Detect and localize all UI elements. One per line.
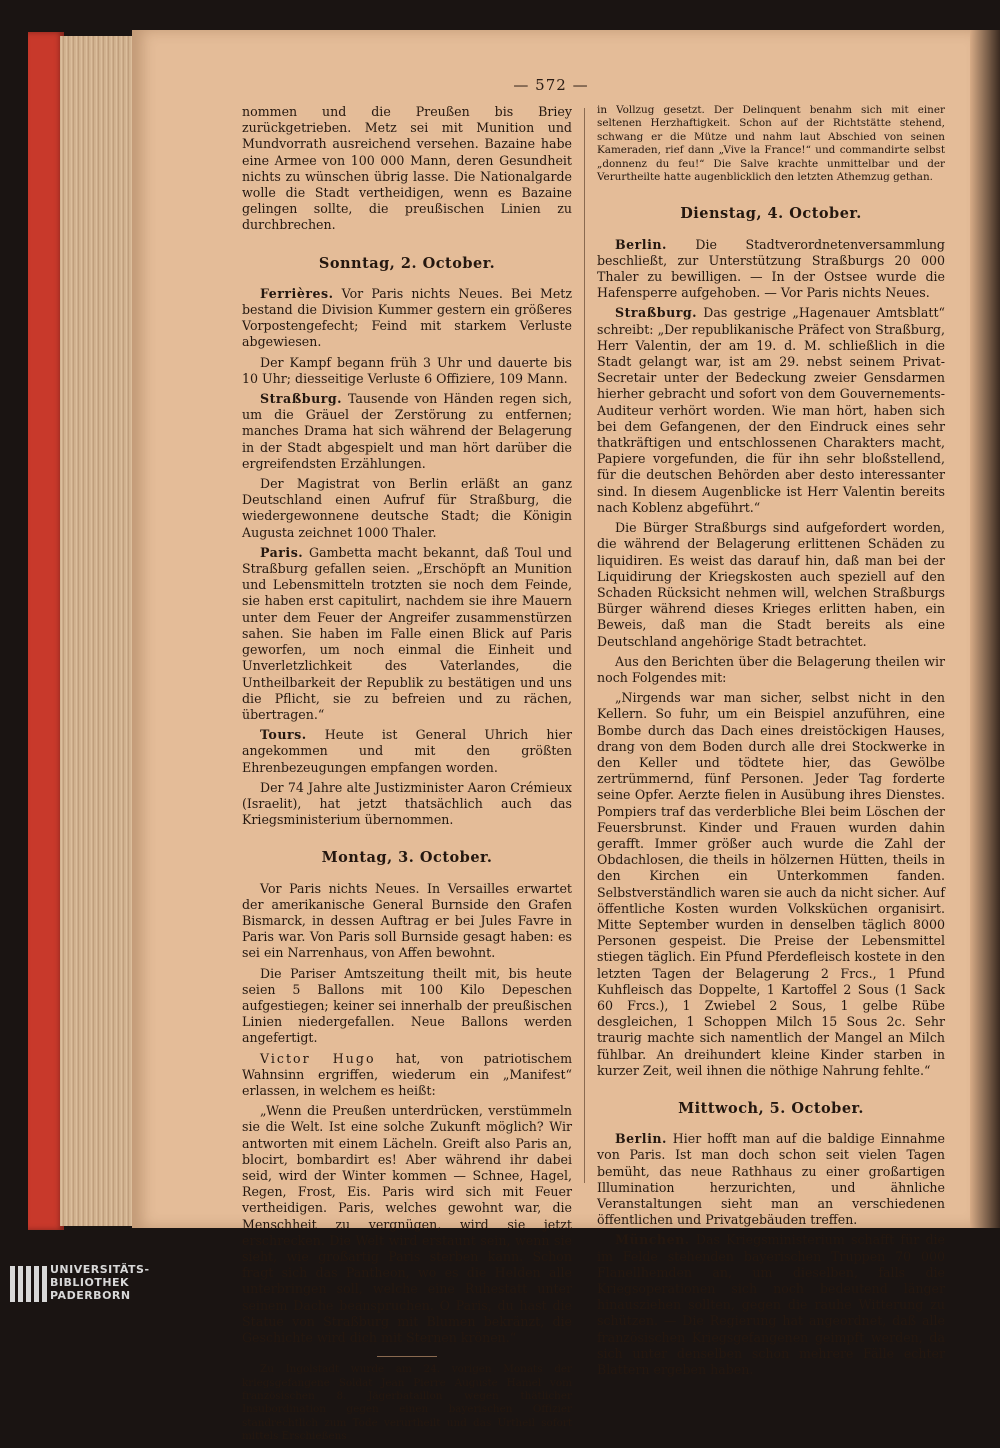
entry-text: Das gestrige „Hagenauer Amtsblatt“ schreibt: „Der republikanische Präfect von Straßburg, Herr Valentin, der am 19. d. M. schließlich in die Stadt gelangt war, ist am 29. nebst seinem Privat-Secretair unter der Bedeckung zweier Gensdarmen hierher gebracht und sofort von dem Gouvernements-Auditeur verhört worden. Wie man hört, haben sich bei dem Gefangenen, der den Eindruck eines sehr thatkräftigen und entschlossenen Charakters macht, Papiere vorgefunden, die für ihn sehr bloßstellend, für die deutschen Behörden aber desto interessanter sind. In diesem Augenblicke ist Herr Valentin bereits nach Koblenz abgeführt.“ [597,305,945,515]
place-name: Tours. [260,727,307,743]
book-gutter [970,30,1000,1228]
entry-text: Gambetta macht bekannt, daß Toul und Straßburg gefallen seien. „Erschöpft an Munition und Lebensmitteln trotzten sie noch dem Feinde, sie haben erst capitulirt, nachdem sie ihre Mauern unter dem Feuer der Angreifer zusammenstürzen sahen. Sie haben im Falle einen Blick auf Paris geworfen, um noch einmal die Einheit und Unverletzlichkeit des Vaterlandes, die Untheilbarkeit der Republik zu bestätigen und uns die Pflicht, sie zu befreien und zu rächen, übertragen.“ [242,544,572,722]
intro-paragraph: nommen und die Preußen bis Briey zurückgetrieben. Metz sei mit Munition und Mundvorrath ausreichend versehen. Bazaine habe eine Armee von 100 000 Mann, deren Gesundheit nichts zu wünschen übrig lasse. Die Nationalgarde wolle die Stadt vertheidigen, wenn es Bazaine gelingen sollte, die preußischen Linien zu durchbrechen. [242,104,572,233]
paragraph: Aus den Berichten über die Belagerung theilen wir noch Folgendes mit: [597,653,945,685]
entry-text: Heute ist General Uhrich hier angekommen und mit den größten Ehrenbezeugungen empfangen worden. [242,727,572,775]
entry-text: Tausende von Händen regen sich, um die Gräuel der Zerstörung zu entfernen; manches Drama hat sich während der Belagerung in der Stadt abgespielt und man hört darüber die ergreifendsten Erzählungen. [242,391,572,471]
footnote-divider [377,1356,437,1357]
book-binding-edge [28,32,64,1230]
day-heading-montag: Montag, 3. October. [321,849,493,867]
quote-paragraph: „Nirgends war man sicher, selbst nicht in den Kellern. So fuhr, um ein Beispiel anzuführen, eine Bombe durch das Dach eines dreistöckigen Hauses, drang von dem Boden durch alle drei Stockwerke in den Keller und tödtete hier, das Gewölbe zertrümmernd, fünf Personen. Jeder Tag forderte seine Opfer. Aerzte fielen in Ausübung ihres Dienstes. Pompiers traf das verderbliche Blei beim Löschen der Feuersbrunst. Kinder und Frauen wurden dahin gerafft. Immer größer auch wurde die Zahl der Obdachlosen, die theils in hölzernen Hütten, theils in den Kirchen ein Unterkommen fanden. Selbstverständlich waren sie auch da nicht sicher. Auf öffentliche Kosten wurden Volksküchen organisirt. Mitte September wurden in denselben täglich 8000 Personen gespeist. Die Preise der Lebensmittel stiegen täglich. Ein Pfund Pferdefleisch kostete in den letzten Tagen der Belagerung 2 Frcs., 1 Pfund Kuhfleisch das Doppelte, 1 Kartoffel 2 Sous (1 Sack 60 Frcs.), 1 Zwiebel 2 Sous, 1 gelbe Rübe desgleichen, 1 Schoppen Milch 15 Sous 2c. Sehr traurig machte sich namentlich der Mangel an Milch fühlbar. An dreihundert kleine Kinder starben in kurzer Zeit, weil ihnen die nöthige Nahrung fehlte.“ [597,690,945,1078]
page-number: — 572 — [513,76,589,94]
entry-strassburg [242,391,572,472]
day-heading-sonntag: Sonntag, 2. October. [318,254,496,272]
place-name: Berlin. [615,1131,667,1147]
day-heading-mittwoch: Mittwoch, 5. October. [678,1100,864,1117]
entry-muenchen [597,1232,945,1378]
library-name-line: PADERBORN [50,1289,131,1302]
place-name: Ferrières. [260,285,334,301]
library-name-line: BIBLIOTHEK [50,1276,130,1289]
entry-berlin [597,237,945,302]
quote-paragraph: „Wenn die Preußen unterdrücken, verstümmeln sie die Welt. Ist eine solche Zukunft möglich? Wir antworten mit einem Lächeln. Greift also Paris an, blocirt, bombardirt es! Aber während ihr dabei seid, wird der Winter kommen — Schnee, Hagel, Regen, Frost, Eis. Paris wird sich mit Feuer vertheidigen. Paris, welches gewohnt war, die Menschheit zu vergnügen, wird sie jetzt erschrecken. Die Welt wird erstaunt sein, wenn sie sieht, wie großartig Paris sterben kann. Schon fragt sich das Pantheon, wo es die Helden alle unterbringen soll, welche eine Ruhestatt unter seinem Dache beanspruchen. O Paris, du hast die Statue von Straßburg mit Blumen bekränzt, die Geschichte wird dich mit Sternen krönen.“ [242,1103,572,1346]
paragraph: Der Kampf begann früh 3 Uhr und dauerte bis 10 Uhr; diesseitige Verluste 6 Offiziere, 109 Mann. [242,354,572,386]
footnote-continuation: in Vollzug gesetzt. Der Delinquent benahm sich mit einer seltenen Herzhaftigkeit. Schon auf der Richtstätte stehend, schwang er die Mütze und nahm laut Abschied von seinen Kameraden, rief dann „Vive la France!“ und commandirte selbst „donnenz du feu!“ Die Salve krachte unmittelbar und der Verurtheilte hatte augenblicklich den letzten Athemzug gethan. [597,104,945,184]
entry-strassburg [597,305,945,516]
place-name: Straßburg. [260,391,343,407]
paragraph: Der Magistrat von Berlin erläßt an ganz Deutschland einen Aufruf für Straßburg, die wiedergewonnene deutsche Stadt; die Königin Augusta zeichnet 1000 Thaler. [242,476,572,540]
entry-paris [242,545,572,723]
entry-tours [242,727,572,776]
entry-text: Vor Paris nichts Neues. Bei Metz bestand die Division Kummer gestern ein größeres Vorpostengefecht; Feind mit starkem Verluste abgewiesen. [242,285,572,350]
library-name-line: UNIVERSITÄTS- [50,1263,150,1276]
paragraph: Vor Paris nichts Neues. In Versailles erwartet der amerikanische General Burnside den Grafen Bismarck, in dessen Auftrag er bei Jules Favre in Paris war. Von Paris soll Burnside gesagt haben: es sei ein Narrenhaus, von Affen bewohnt. [242,880,572,961]
library-name [50,1263,150,1302]
day-heading-dienstag: Dienstag, 4. October. [680,205,862,223]
entry-text: Das Kriegsministerium schafft für die im Felde stehenden bayerischen Truppen 70 000 Flanellhemden an, um dieselben, falls die Kriegsoperationen sich noch bedeutend länger hinausziehen sollten, gegen die rauhe Witterung zu schützen. — Die Regierung hat angeordnet, daß alle französischen Kriegsgefangenen geimpft werden, da sich unter denselben schon mehrere Fälle echter Blattern ergeben haben. [597,1232,945,1378]
paragraph: Die Bürger Straßburgs sind aufgefordert worden, die während der Belagerung erlittenen Schäden zu liquidiren. Es weist das darauf hin, daß man bei der Liquidirung der Kriegskosten auch speziell auf den Schaden Rücksicht nehmen will, welchen Straßburgs Bürger während dieses Krieges erlitten haben, ein Beweis, daß man die Stadt bereits als eine Deutschland angehörige Stadt betrachtet. [597,520,945,649]
entry-text: Die Stadtverordnetenversammlung beschließt, zur Unterstützung Straßburgs 20 000 Thaler zu bewilligen. — In der Ostsee wurde die Hafensperre aufgehoben. — Vor Paris nichts Neues. [597,236,945,301]
place-name: Berlin. [615,236,667,252]
footnote: Zu Ingolstadt wurde am 24. vorigen Monats der kriegsgefangene Soldat Jean Pierre Auguste Hamel vom französischen 8. Jägerbataillon wegen thätlicher Insubordination gegen einen bayerischen Offizier standrechtlich zum Tode verurtheilt und das Urtheil sofort mittels Erschießens [242,1363,572,1443]
place-name: München. [615,1232,690,1248]
page-stack [60,36,138,1226]
entry-ferrieres [242,286,572,351]
right-column [597,104,945,1382]
entry-text: hat, von patriotischem Wahnsinn ergriffen, wiederum ein „Manifest“ erlassen, in welchem es heißt: [242,1050,573,1098]
place-name: Straßburg. [615,305,698,321]
place-name: Paris. [260,544,304,560]
column-divider [584,108,585,1183]
left-column [242,104,572,1448]
entry-victor-hugo [242,1051,572,1100]
entry-berlin [597,1131,945,1228]
paragraph: Der 74 Jahre alte Justizminister Aaron Crémieux (Israelit), hat jetzt thatsächlich auch das Kriegsministerium übernommen. [242,779,572,828]
paragraph: Die Pariser Amtszeitung theilt mit, bis heute seien 5 Ballons mit 100 Kilo Depeschen aufgestiegen; keiner sei innerhalb der preußischen Linien niedergefallen. Neue Ballons werden angefertigt. [242,965,572,1046]
person-name: Victor Hugo [260,1050,376,1066]
entry-text: Hier hofft man auf die baldige Einnahme von Paris. Ist man doch schon seit vielen Tagen bemüht, das neue Rathhaus zu einer großartigen Illumination herzurichten, und ähnliche Veranstaltungen sieht man an verschiedenen öffentlichen und Privatgebäuden treffen. [597,1131,945,1228]
book-page [132,30,970,1443]
